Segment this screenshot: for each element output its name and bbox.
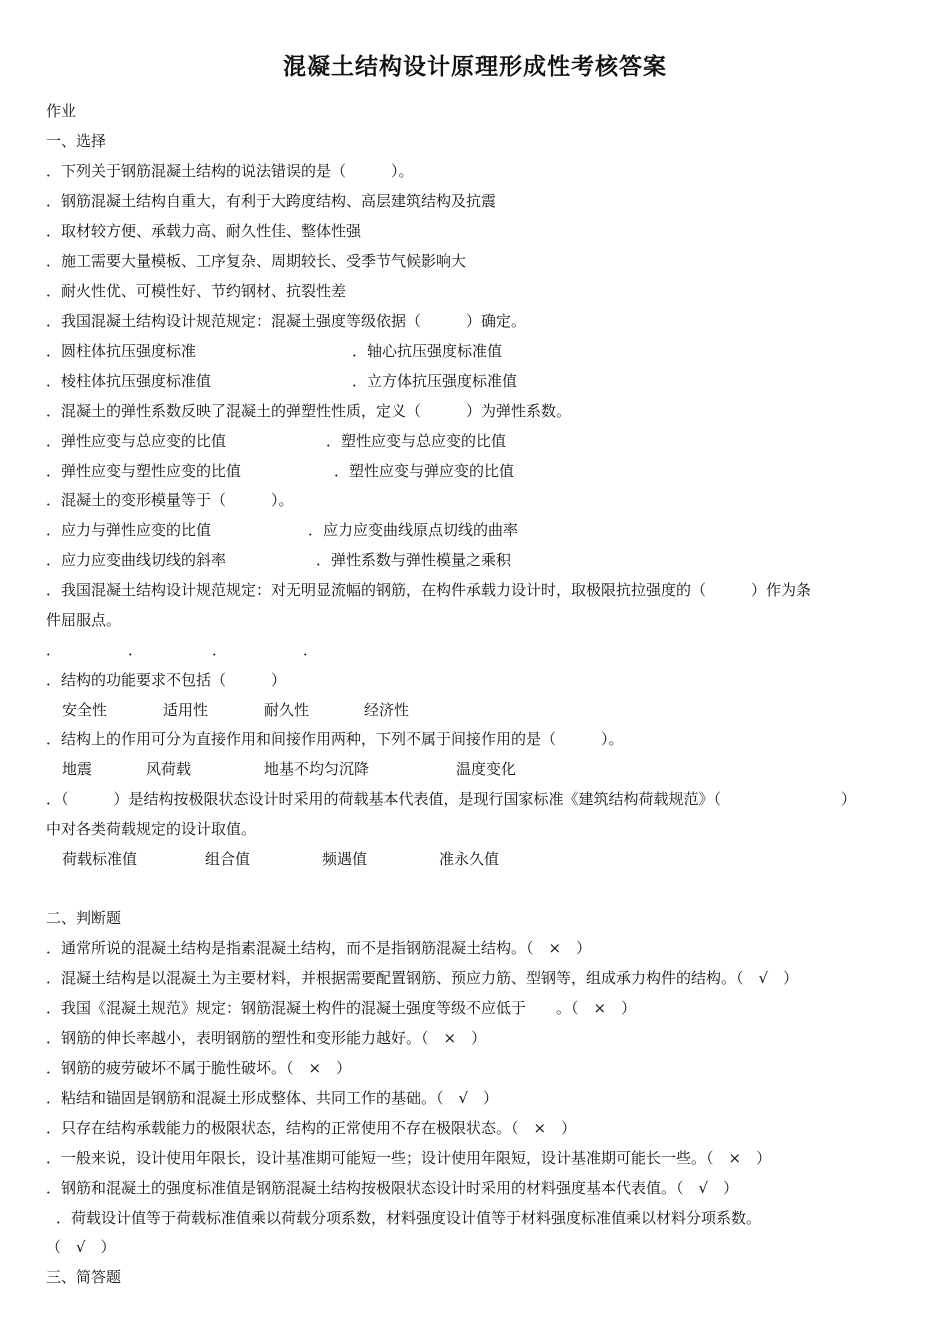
true-false-item: ．钢筋的伸长率越小，表明钢筋的塑性和变形能力越好。（ × ）	[46, 1029, 487, 1047]
question-7-option-b: 风荷载	[146, 760, 192, 778]
section-heading-short-answer: 三、简答题	[46, 1268, 122, 1286]
document-title: 混凝土结构设计原理形成性考核答案	[283, 54, 667, 80]
question-4-option-a: ．应力与弹性应变的比值	[46, 521, 212, 539]
homework-label: 作业	[46, 102, 77, 120]
true-false-item: ．一般来说，设计使用年限长，设计基准期可能短一些；设计使用年限短，设计基准期可能长一些。（ × ）	[46, 1149, 772, 1167]
question-6-option-a: 安全性	[62, 701, 108, 719]
question-7-stem: ．结构上的作用可分为直接作用和间接作用两种，下列不属于间接作用的是（ ）。	[46, 730, 624, 748]
question-8-option-a: 荷载标准值	[62, 850, 138, 868]
question-4-option-d: ．弹性系数与弹性模量之乘积	[316, 551, 512, 569]
question-3-option-c: ．弹性应变与塑性应变的比值	[46, 462, 242, 480]
question-3-stem: ．混凝土的弹性系数反映了混凝土的弹塑性性质，定义（ ）为弹性系数。	[46, 402, 572, 420]
question-5-stem-line-2: 件屈服点。	[46, 611, 122, 629]
question-1-option-b: ．取材较方便、承载力高、耐久性佳、整体性强	[46, 222, 362, 240]
question-5-option-b: ．	[128, 641, 144, 659]
question-8-stem-line-1: ．（ ）是结构按极限状态设计时采用的荷载基本代表值，是现行国家标准《建筑结构荷载规范》（ ）	[46, 790, 857, 808]
question-8-stem-line-2: 中对各类荷载规定的设计取值。	[46, 820, 257, 838]
question-4-option-b: ．应力应变曲线原点切线的曲率	[308, 521, 519, 539]
question-1-option-d: ．耐火性优、可模性好、节约钢材、抗裂性差	[46, 282, 347, 300]
question-2-option-b: ．轴心抗压强度标准值	[352, 342, 503, 360]
question-5-stem-line-1: ．我国混凝土结构设计规范规定：对无明显流幅的钢筋，在构件承载力设计时，取极限抗拉强度的（ ）作为条	[46, 581, 812, 599]
question-1-stem: ．下列关于钢筋混凝土结构的说法错误的是（ ）。	[46, 162, 414, 180]
question-5-option-d: ．	[303, 641, 319, 659]
true-false-item: ．通常所说的混凝土结构是指素混凝土结构，而不是指钢筋混凝土结构。（ × ）	[46, 939, 592, 957]
true-false-item: ．我国《混凝土规范》规定：钢筋混凝土构件的混凝土强度等级不应低于 。（ × ）	[46, 999, 637, 1017]
question-3-option-d: ．塑性应变与弹应变的比值	[334, 462, 515, 480]
question-7-option-d: 温度变化	[456, 760, 517, 778]
question-1-option-c: ．施工需要大量模板、工序复杂、周期较长、受季节气候影响大	[46, 252, 467, 270]
true-false-item: ．只存在结构承载能力的极限状态，结构的正常使用不存在极限状态。（ × ）	[46, 1119, 577, 1137]
question-6-option-c: 耐久性	[264, 701, 310, 719]
question-2-option-a: ．圆柱体抗压强度标准	[46, 342, 197, 360]
true-false-item: ．钢筋和混凝土的强度标准值是钢筋混凝土结构按极限状态设计时采用的材料强度基本代表值。（ √ ）	[46, 1179, 739, 1197]
section-heading-true-false: 二、判断题	[46, 909, 122, 927]
question-2-stem: ．我国混凝土结构设计规范规定：混凝土强度等级依据（ ）确定。	[46, 312, 527, 330]
question-6-option-d: 经济性	[364, 701, 410, 719]
question-8-option-d: 准永久值	[439, 850, 500, 868]
question-5-option-a: ．	[46, 641, 62, 659]
question-2-option-d: ．立方体抗压强度标准值	[352, 372, 518, 390]
question-4-stem: ．混凝土的变形模量等于（ ）。	[46, 491, 294, 509]
question-5-option-c: ．	[212, 641, 228, 659]
question-7-option-c: 地基不均匀沉降	[264, 760, 370, 778]
question-2-option-c: ．棱柱体抗压强度标准值	[46, 372, 212, 390]
question-6-stem: ．结构的功能要求不包括（ ）	[46, 671, 287, 689]
true-false-item-10-line-1: ．荷载设计值等于荷载标准值乘以荷载分项系数，材料强度设计值等于材料强度标准值乘以材料分项系数。	[56, 1209, 762, 1227]
question-4-option-c: ．应力应变曲线切线的斜率	[46, 551, 227, 569]
true-false-item: ．钢筋的疲劳破坏不属于脆性破坏。（ × ）	[46, 1059, 352, 1077]
true-false-item: ．混凝土结构是以混凝土为主要材料，并根据需要配置钢筋、预应力筋、型钢等，组成承力构件的结构。（ √ ）	[46, 969, 799, 987]
question-8-option-b: 组合值	[205, 850, 251, 868]
question-3-option-b: ．塑性应变与总应变的比值	[326, 432, 507, 450]
question-7-option-a: 地震	[62, 760, 93, 778]
question-3-option-a: ．弹性应变与总应变的比值	[46, 432, 227, 450]
question-6-option-b: 适用性	[163, 701, 209, 719]
true-false-item-10-line-2: （ √ ）	[46, 1238, 116, 1256]
true-false-item: ．粘结和锚固是钢筋和混凝土形成整体、共同工作的基础。（ √ ）	[46, 1089, 499, 1107]
question-1-option-a: ．钢筋混凝土结构自重大，有利于大跨度结构、高层建筑结构及抗震	[46, 192, 497, 210]
question-8-option-c: 频遇值	[322, 850, 368, 868]
section-heading-choice: 一、选择	[46, 132, 107, 150]
